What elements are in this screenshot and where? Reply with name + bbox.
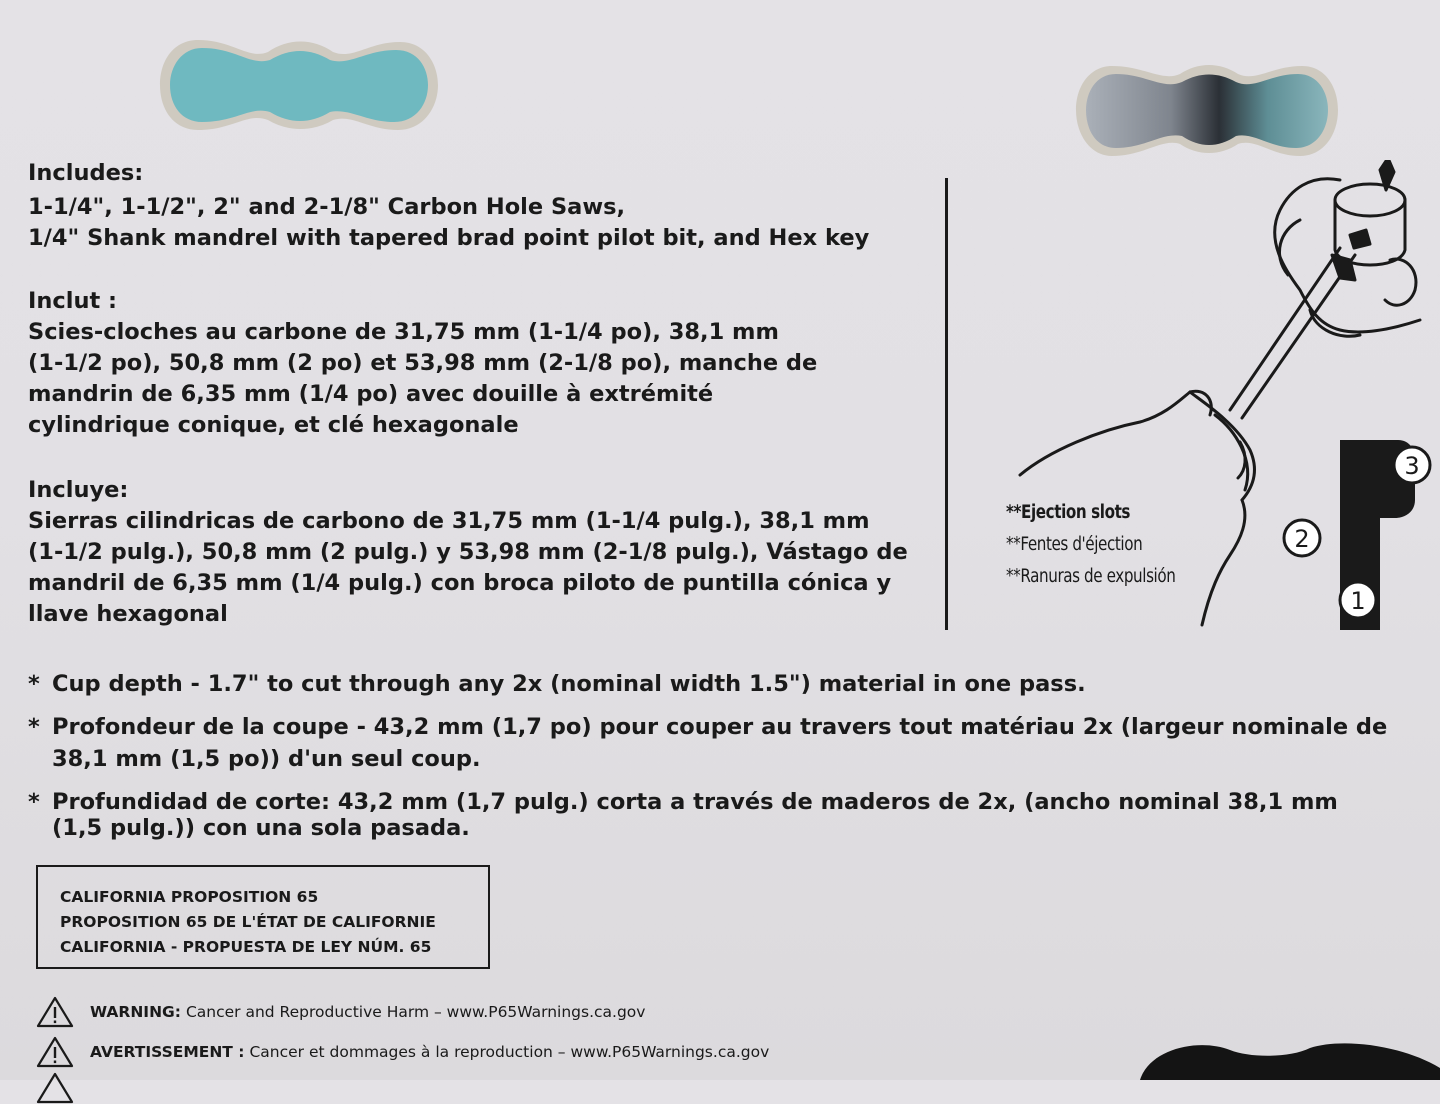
bullet-star: *	[28, 789, 40, 815]
step-number-2: 2	[1294, 525, 1310, 553]
bullet-es	[28, 786, 1428, 844]
warning-fr	[36, 1036, 769, 1068]
step-number-1: 1	[1350, 587, 1366, 615]
warning-partial	[36, 1072, 90, 1104]
bullet-star: *	[28, 714, 40, 740]
warning-triangle-icon	[36, 1072, 74, 1104]
includes-fr-line: cylindrique conique, et clé hexagonale	[28, 412, 519, 438]
includes-fr-line: mandrin de 6,35 mm (1/4 po) avec douille à extrémité	[28, 381, 714, 407]
includes-en-line: 1-1/4", 1-1/2", 2" and 2-1/8" Carbon Hole Saws,	[28, 194, 626, 220]
warning-text: Cancer et dommages à la reproduction – www.P65Warnings.ca.gov	[249, 1043, 770, 1061]
ejection-label-fr: **Fentes d'éjection	[1006, 534, 1143, 555]
bullet-line: Profondeur de la coupe - 43,2 mm (1,7 po) pour couper au travers tout matériau 2x (largeur nominale de	[52, 714, 1388, 740]
prop65-box	[36, 865, 490, 969]
cup-depth-notes	[28, 668, 1428, 855]
includes-es-line: (1-1/2 pulg.), 50,8 mm (2 pulg.) y 53,98 mm (2-1/8 pulg.), Vástago de	[28, 539, 908, 565]
includes-es	[28, 475, 908, 630]
prop65-line: PROPOSITION 65 DE L'ÉTAT DE CALIFORNIE	[60, 913, 436, 931]
bullet-line: Cup depth - 1.7" to cut through any 2x (nominal width 1.5") material in one pass.	[52, 671, 1086, 697]
warning-text: Cancer and Reproductive Harm – www.P65Warnings.ca.gov	[185, 1003, 646, 1021]
includes-fr	[28, 286, 817, 441]
includes-es-line: Sierras cilindricas de carbono de 31,75 mm (1-1/4 pulg.), 38,1 mm	[28, 508, 870, 534]
bullet-star: *	[28, 671, 40, 697]
includes-en	[28, 158, 869, 254]
bullet-fr	[28, 711, 1428, 775]
includes-es-line: llave hexagonal	[28, 601, 228, 627]
includes-es-line: mandril de 6,35 mm (1/4 pulg.) con broca piloto de puntilla cónica y	[28, 570, 892, 596]
warning-label: AVERTISSEMENT :	[90, 1043, 245, 1061]
bullet-line: 38,1 mm (1,5 po)) d'un seul coup.	[52, 746, 481, 772]
black-shape-decor	[1140, 1038, 1440, 1084]
warning-triangle-icon	[36, 1036, 74, 1068]
vertical-divider	[945, 178, 948, 630]
ejection-label-en: **Ejection slots	[1006, 502, 1131, 523]
warning-triangle-icon	[36, 996, 74, 1028]
includes-en-line: 1/4" Shank mandrel with tapered brad point pilot bit, and Hex key	[28, 225, 870, 251]
step-number-3: 3	[1404, 452, 1420, 480]
includes-fr-line: (1-1/2 po), 50,8 mm (2 po) et 53,98 mm (2-1/8 po), manche de	[28, 350, 818, 376]
includes-en-heading: Includes:	[28, 160, 144, 186]
bullet-en	[28, 668, 1428, 700]
ejection-label-es: **Ranuras de expulsión	[1006, 566, 1176, 587]
prop65-line: CALIFORNIA PROPOSITION 65	[60, 888, 319, 906]
warning-label: WARNING:	[90, 1003, 181, 1021]
includes-es-heading: Incluye:	[28, 477, 129, 503]
bullet-line: (1,5 pulg.)) con una sola pasada.	[52, 815, 470, 841]
warning-en	[36, 996, 645, 1028]
includes-fr-line: Scies-cloches au carbone de 31,75 mm (1-1/4 po), 38,1 mm	[28, 319, 779, 345]
hanger-hole-left	[158, 30, 440, 140]
hanger-hole-right	[1074, 52, 1340, 164]
prop65-line: CALIFORNIA - PROPUESTA DE LEY NÚM. 65	[60, 938, 432, 956]
includes-fr-heading: Inclut :	[28, 288, 118, 314]
bullet-line: Profundidad de corte: 43,2 mm (1,7 pulg.) corta a través de maderos de 2x, (ancho nominal 38,1 mm	[52, 789, 1338, 815]
